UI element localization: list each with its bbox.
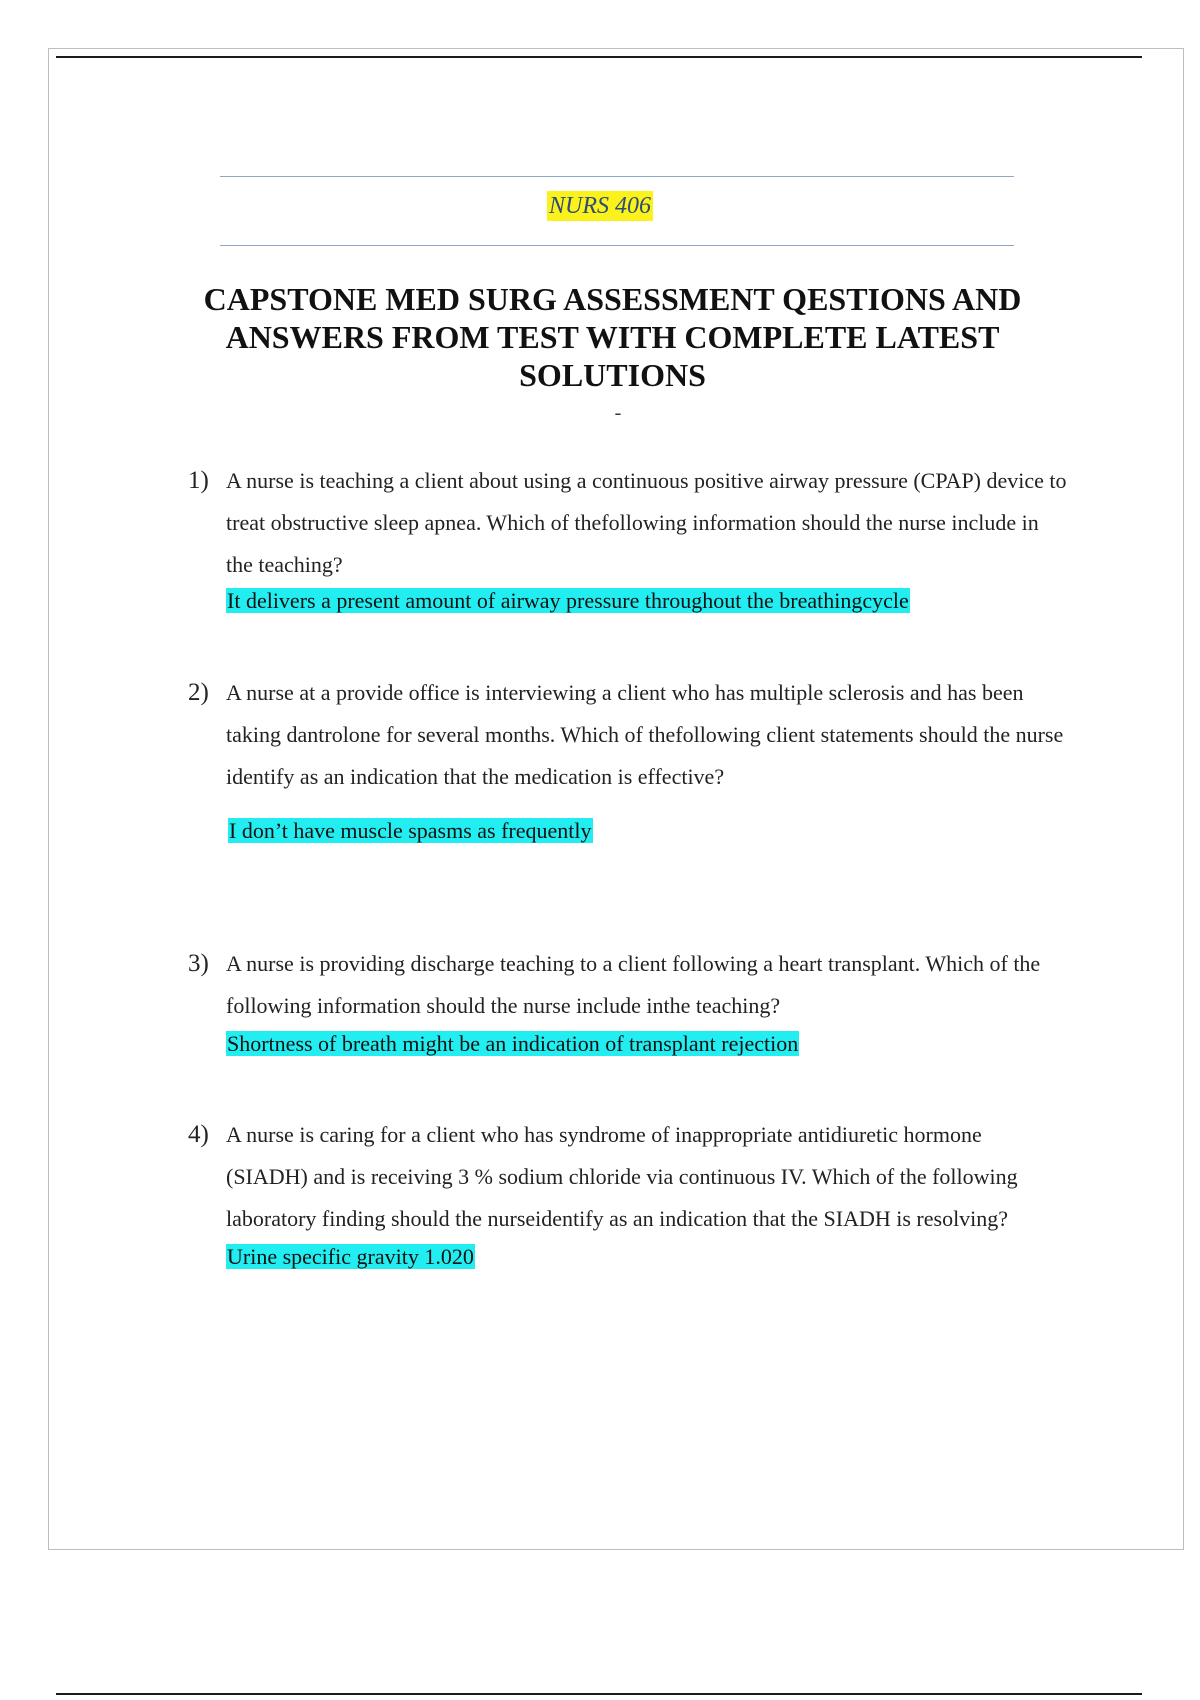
question-text: A nurse at a provide office is interviewing a client who has multiple sclerosis and has been taking dantrolone for several months. Which of thefollowing client statements should the nurse identify as an indication that the medication is effective? (226, 680, 1064, 789)
header-rule-bottom (220, 245, 1014, 246)
answer-highlight (228, 816, 1068, 846)
question-text: A nurse is teaching a client about using a continuous positive airway pressure (CPAP) device to treat obstructive sleep apnea. Which of thefollowing information should the nurse include in the teaching? (226, 468, 1067, 577)
top-divider (56, 56, 1142, 58)
document-title: CAPSTONE MED SURG ASSESSMENT QESTIONS AND ANSWERS FROM TEST WITH COMPLETE LATEST SOLUTIONS (203, 281, 1022, 393)
question-number: 2) (188, 679, 209, 706)
answer-text: It delivers a present amount of airway pressure throughout the breathingcycle (227, 588, 909, 613)
question-item (188, 1114, 1068, 1272)
question-number: 3) (188, 950, 209, 977)
bottom-divider (56, 1693, 1142, 1695)
question-item (188, 672, 1068, 846)
question-item (188, 943, 1068, 1059)
answer-highlight (226, 1242, 1068, 1272)
answer-text: I don’t have muscle spasms as frequently (229, 818, 592, 843)
answer-text: Urine specific gravity 1.020 (227, 1244, 474, 1269)
question-number: 1) (188, 467, 209, 494)
course-code-text: NURS 406 (549, 193, 651, 219)
question-number: 4) (188, 1121, 209, 1148)
question-text: A nurse is caring for a client who has syndrome of inappropriate antidiuretic hormone (SIADH) and is receiving 3 % sodium chloride via continuous IV. Which of the following laboratory finding should the nurseidentify as an indication that the SIADH is resolving? (226, 1122, 1018, 1231)
title-separator: - (614, 402, 622, 424)
question-item (188, 460, 1068, 616)
course-code (0, 193, 1200, 220)
answer-highlight (226, 586, 1068, 616)
answer-text: Shortness of breath might be an indication of transplant rejection (227, 1031, 799, 1056)
answer-highlight (226, 1029, 1068, 1059)
question-text: A nurse is providing discharge teaching to a client following a heart transplant. Which of the following information should the nurse include inthe teaching? (226, 951, 1041, 1018)
header-rule-top (220, 176, 1014, 177)
